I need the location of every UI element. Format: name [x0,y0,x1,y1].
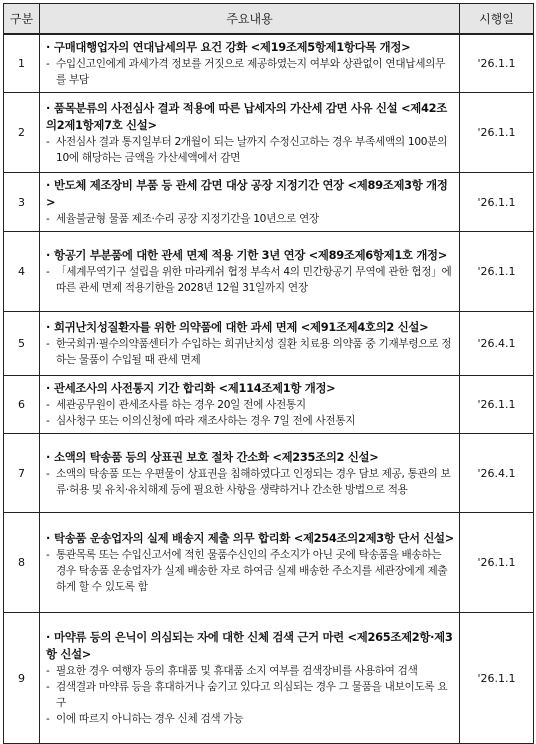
row-number: 9 [4,613,40,744]
item-detail-text: 사전심사 결과 통지일부터 2개월이 되는 날까지 수정신고하는 경우 부족세액의 100분의 10에 해당하는 금액을 가산세액에서 감면 [56,135,448,164]
effective-date: '26.1.1 [460,613,534,744]
bullet-icon: · [46,248,51,262]
row-number: 5 [4,312,40,376]
dash-icon: - [46,338,50,350]
row-content [40,376,460,434]
row-content [40,312,460,376]
item-title [46,629,454,663]
bullet-icon: · [46,381,51,395]
item-detail [46,211,454,227]
bullet-icon: · [46,630,51,644]
amendments-table [3,3,534,744]
header-content: 주요내용 [40,4,460,35]
row-number: 2 [4,93,40,173]
item-detail-text: 「세계무역기구 설립을 위한 마라케쉬 협정 부속서 4의 민간항공기 무역에 관한 협정」에 따른 관세 면제 적용기한을 2028년 12월 31일까지 연장 [56,266,452,294]
item-detail [46,264,454,296]
bullet-icon: · [46,40,51,54]
item-detail [46,679,454,711]
effective-date: '26.4.1 [460,312,534,376]
item-title-text: 마약류 등의 은닉이 의심되는 자에 대한 신체 검색 근거 마련 <제265조제2항·제3항 신설> [46,630,453,661]
table-row [4,613,534,744]
item-detail-text: 심사청구 또는 이의신청에 따라 재조사하는 경우 7일 전에 사전통지 [56,415,356,427]
bullet-icon: · [46,100,51,115]
row-content [40,232,460,312]
effective-date: '26.1.1 [460,513,534,613]
bullet-icon: · [46,320,51,334]
table-row [4,173,534,232]
item-detail [46,663,454,679]
dash-icon: - [46,713,50,725]
effective-date: '26.1.1 [460,34,534,93]
item-title-text: 탁송품 운송업자의 실제 배송지 제출 의무 합리화 <제254조의2제3항 단서 신설> [54,531,455,545]
item-detail [46,413,454,429]
item-title [46,247,454,264]
row-number: 6 [4,376,40,434]
effective-date: '26.1.1 [460,376,534,434]
row-content [40,173,460,232]
item-title [46,100,454,134]
item-title-text: 관세조사의 사전통지 기간 합리화 <제114조제1항 개정> [54,381,336,395]
row-content [40,513,460,613]
item-detail-text: 이에 따르지 아니하는 경우 신체 검색 가능 [56,713,244,725]
table-row [4,93,534,173]
bullet-icon: · [46,449,51,464]
item-detail-text: 통관목록 또는 수입신고서에 적힌 물품수신인의 주소지가 아닌 곳에 탁송품을 배송하는 경우 탁송품 운송업자가 실제 배송한 자로 하여금 실제 배송한 주소지를 세관장에게 제출하게 할 수 있도록 함 [56,549,448,593]
item-detail [46,397,454,413]
table-header-row [4,4,534,35]
item-detail [46,711,454,727]
item-detail [46,134,454,166]
item-title [46,177,454,211]
table-row [4,34,534,93]
table-row [4,232,534,312]
row-number: 7 [4,434,40,513]
item-title-text: 품목분류의 사전심사 결과 적용에 따른 납세자의 가산세 감면 사유 신설 <제42조의2제1항제7호 신설> [46,100,447,132]
table-row [4,312,534,376]
dash-icon: - [46,266,50,278]
dash-icon: - [46,135,50,148]
effective-date: '26.4.1 [460,434,534,513]
item-detail-text: 세관공무원이 관세조사를 하는 경우 20일 전에 사전통지 [56,399,306,411]
item-detail-text: 세율불균형 물품 제조·수리 공장 지정기간을 10년으로 연장 [56,213,319,225]
item-title [46,449,454,466]
item-detail [46,56,454,88]
row-number: 8 [4,513,40,613]
row-content [40,434,460,513]
effective-date: '26.1.1 [460,93,534,173]
bullet-icon: · [46,531,51,545]
effective-date: '26.1.1 [460,173,534,232]
header-no: 구분 [4,4,40,35]
row-number: 1 [4,34,40,93]
item-title-text: 소액의 탁송품 등의 상표권 보호 절차 간소화 <제235조의2 신설> [54,449,379,464]
bullet-icon: · [46,178,51,192]
item-title-text: 구매대행업자의 연대납세의무 요건 강화 <제19조제5항제1항다목 개정> [54,40,411,54]
item-detail-text: 소액의 탁송품 또는 우편물이 상표권을 침해하였다고 인정되는 경우 담보 제공, 통관의 보류·허용 및 유치·유치해제 등에 필요한 사항을 생략하거나 간소한 방법으로 적용 [56,467,451,496]
effective-date: '26.1.1 [460,232,534,312]
item-title-text: 희귀난치성질환자를 위한 의약품에 대한 과세 면제 <제91조제4호의2 신설> [54,320,429,334]
item-title [46,530,454,547]
item-title [46,380,454,397]
dash-icon: - [46,549,50,561]
row-content [40,613,460,744]
dash-icon: - [46,467,50,480]
item-detail [46,547,454,595]
item-detail-text: 필요한 경우 여행자 등의 휴대품 및 휴대품 소지 여부를 검색장비를 사용하여 검색 [56,665,418,677]
dash-icon: - [46,681,50,693]
item-detail-text: 한국희귀·필수의약품센터가 수입하는 희귀난치성 질환 치료용 의약품 중 기재부령으로 정하는 물품이 수입될 때 관세 면제 [56,338,452,366]
dash-icon: - [46,665,50,677]
header-date: 시행일 [460,4,534,35]
table-body [4,34,534,744]
item-detail-text: 검색결과 마약류 등을 휴대하거나 숨기고 있다고 의심되는 경우 그 물품을 내보이도록 요구 [56,681,448,709]
dash-icon: - [46,415,50,427]
row-content [40,93,460,173]
dash-icon: - [46,58,50,70]
dash-icon: - [46,213,50,225]
item-detail-text: 수입신고인에게 과세가격 정보를 거짓으로 제공하였는지 여부와 상관없이 연대납세의무를 부담 [56,58,446,86]
item-title [46,319,454,336]
row-content [40,34,460,93]
item-title-text: 항공기 부분품에 대한 관세 면제 적용 기한 3년 연장 <제89조제6항제1호 개정> [54,248,447,262]
item-title-text: 반도체 제조장비 부품 등 관세 감면 대상 공장 지정기간 연장 <제89조제3항 개정> [46,178,448,209]
table-row [4,434,534,513]
table-row [4,376,534,434]
table-row [4,513,534,613]
item-detail [46,466,454,498]
dash-icon: - [46,399,50,411]
row-number: 3 [4,173,40,232]
item-title [46,39,454,56]
item-detail [46,336,454,368]
row-number: 4 [4,232,40,312]
